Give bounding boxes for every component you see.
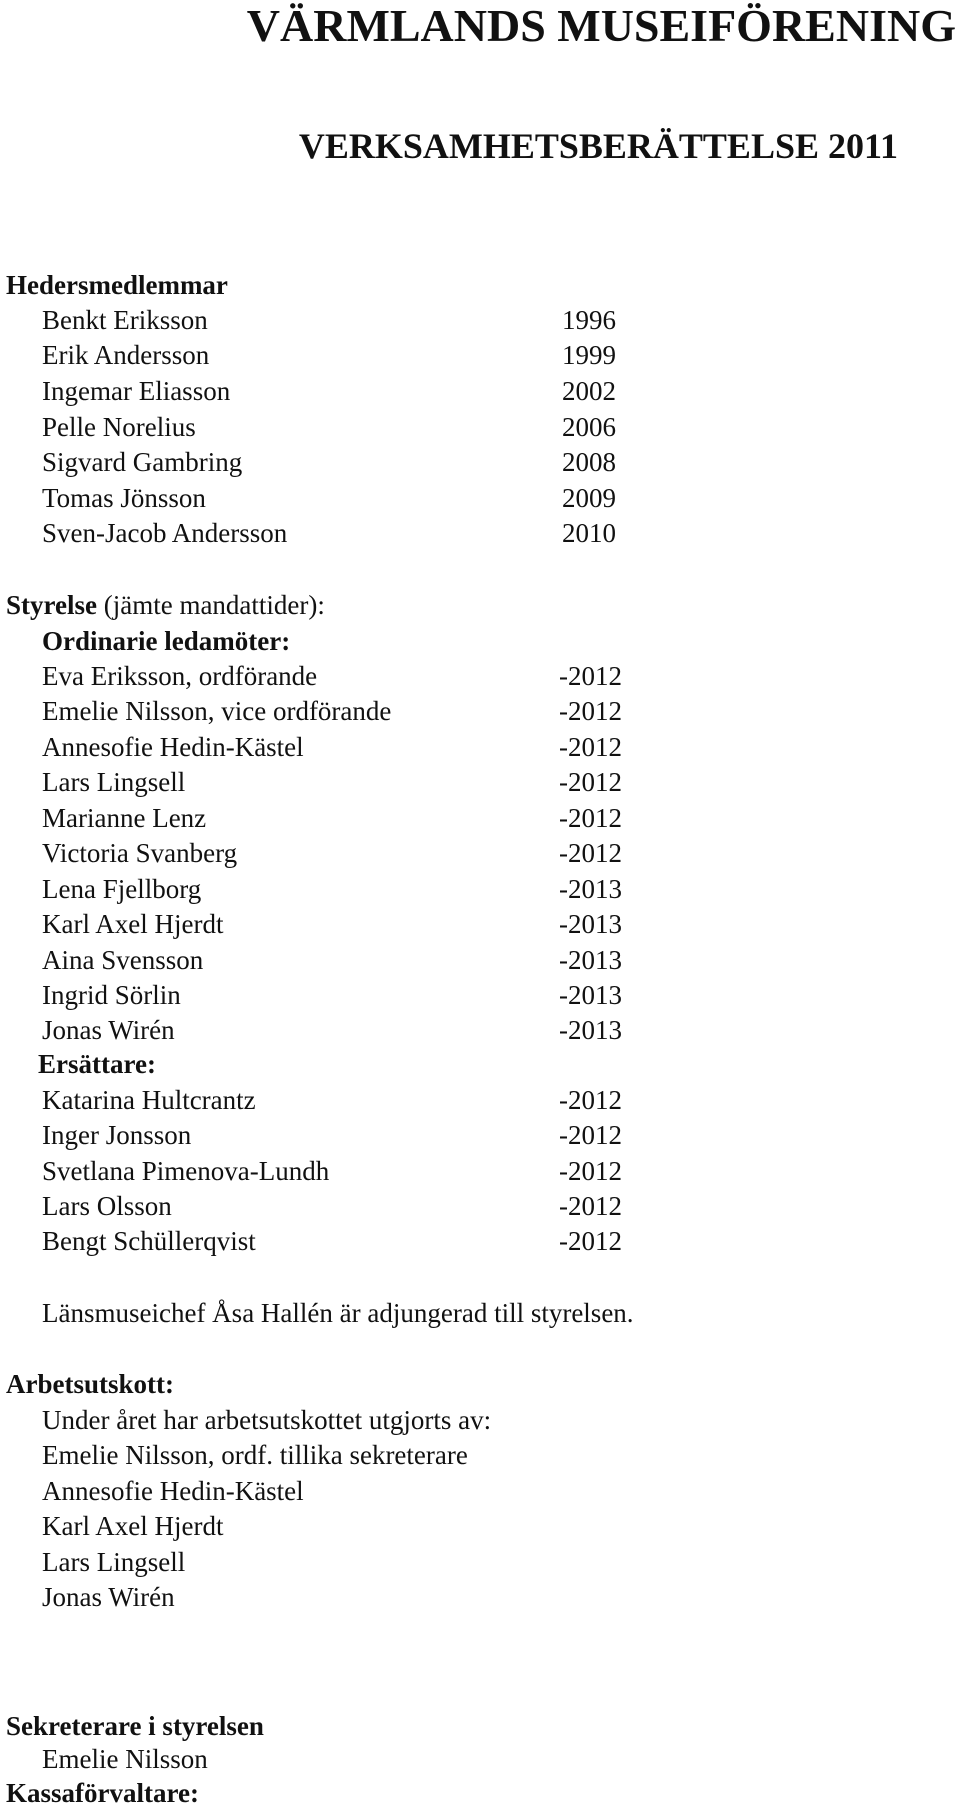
working-committee-intro: Under året har arbetsutskottet utgjorts av: [42,1405,492,1435]
working-committee-member: Lars Lingsell [42,1547,186,1577]
board-member-name: Emelie Nilsson, vice ordförande [42,696,392,726]
deputy-term: -2012 [559,1226,622,1256]
honorary-member-year: 2006 [562,412,616,442]
board-member-name: Victoria Svanberg [42,838,238,868]
working-committee-member: Annesofie Hedin-Kästel [42,1476,304,1506]
secretary-name: Emelie Nilsson [42,1744,208,1774]
honorary-member-year: 2009 [562,483,616,513]
board-member-name: Eva Eriksson, ordförande [42,661,318,691]
board-member-term: -2013 [559,874,622,904]
board-member-term: -2012 [559,767,622,797]
working-committee-member: Emelie Nilsson, ordf. tillika sekreterare [42,1440,468,1470]
board-member-term: -2012 [559,838,622,868]
honorary-member-year: 2010 [562,518,616,548]
deputy-name: Lars Olsson [42,1191,172,1221]
honorary-member-name: Sven-Jacob Andersson [42,518,288,548]
honorary-member-year: 1996 [562,305,616,335]
deputy-name: Katarina Hultcrantz [42,1085,256,1115]
board-member-term: -2012 [559,696,622,726]
board-member-name: Annesofie Hedin-Kästel [42,732,304,762]
document-title: VÄRMLANDS MUSEIFÖRENING [246,0,956,51]
board-heading-label: Styrelse [6,590,97,620]
board-member-name: Jonas Wirén [42,1015,175,1045]
board-member-term: -2013 [559,980,622,1010]
honorary-member-year: 1999 [562,340,616,370]
honorary-heading: Hedersmedlemmar [6,270,228,300]
honorary-member-year: 2002 [562,376,616,406]
working-committee-heading: Arbetsutskott: [6,1369,174,1399]
deputy-name: Bengt Schüllerqvist [42,1226,256,1256]
board-member-term: -2013 [559,945,622,975]
working-committee-member: Jonas Wirén [42,1582,175,1612]
secretary-heading: Sekreterare i styrelsen [6,1711,264,1741]
ordinary-members-heading: Ordinarie ledamöter: [42,626,291,656]
board-member-name: Marianne Lenz [42,803,207,833]
document-subtitle: VERKSAMHETSBERÄTTELSE 2011 [298,126,898,166]
board-member-term: -2013 [559,1015,622,1045]
board-heading [6,588,325,622]
board-member-name: Aina Svensson [42,945,204,975]
board-heading-note: (jämte mandattider): [96,590,325,620]
treasurer-heading: Kassaförvaltare: [6,1778,199,1808]
deputy-term: -2012 [559,1085,622,1115]
board-member-name: Lena Fjellborg [42,874,202,904]
deputy-term: -2012 [559,1156,622,1186]
board-member-name: Lars Lingsell [42,767,186,797]
honorary-member-name: Sigvard Gambring [42,447,243,477]
board-member-name: Ingrid Sörlin [42,980,181,1010]
board-member-name: Karl Axel Hjerdt [42,909,224,939]
deputy-name: Svetlana Pimenova-Lundh [42,1156,330,1186]
deputies-heading: Ersättare: [38,1049,156,1079]
honorary-member-name: Ingemar Eliasson [42,376,231,406]
board-member-term: -2013 [559,909,622,939]
board-member-term: -2012 [559,661,622,691]
honorary-member-name: Benkt Eriksson [42,305,208,335]
honorary-member-name: Pelle Norelius [42,412,196,442]
honorary-member-name: Erik Andersson [42,340,210,370]
honorary-member-name: Tomas Jönsson [42,483,206,513]
honorary-member-year: 2008 [562,447,616,477]
deputy-name: Inger Jonsson [42,1120,192,1150]
working-committee-member: Karl Axel Hjerdt [42,1511,224,1541]
board-member-term: -2012 [559,732,622,762]
board-note: Länsmuseichef Åsa Hallén är adjungerad till styrelsen. [42,1298,634,1328]
deputy-term: -2012 [559,1191,622,1221]
deputy-term: -2012 [559,1120,622,1150]
board-member-term: -2012 [559,803,622,833]
